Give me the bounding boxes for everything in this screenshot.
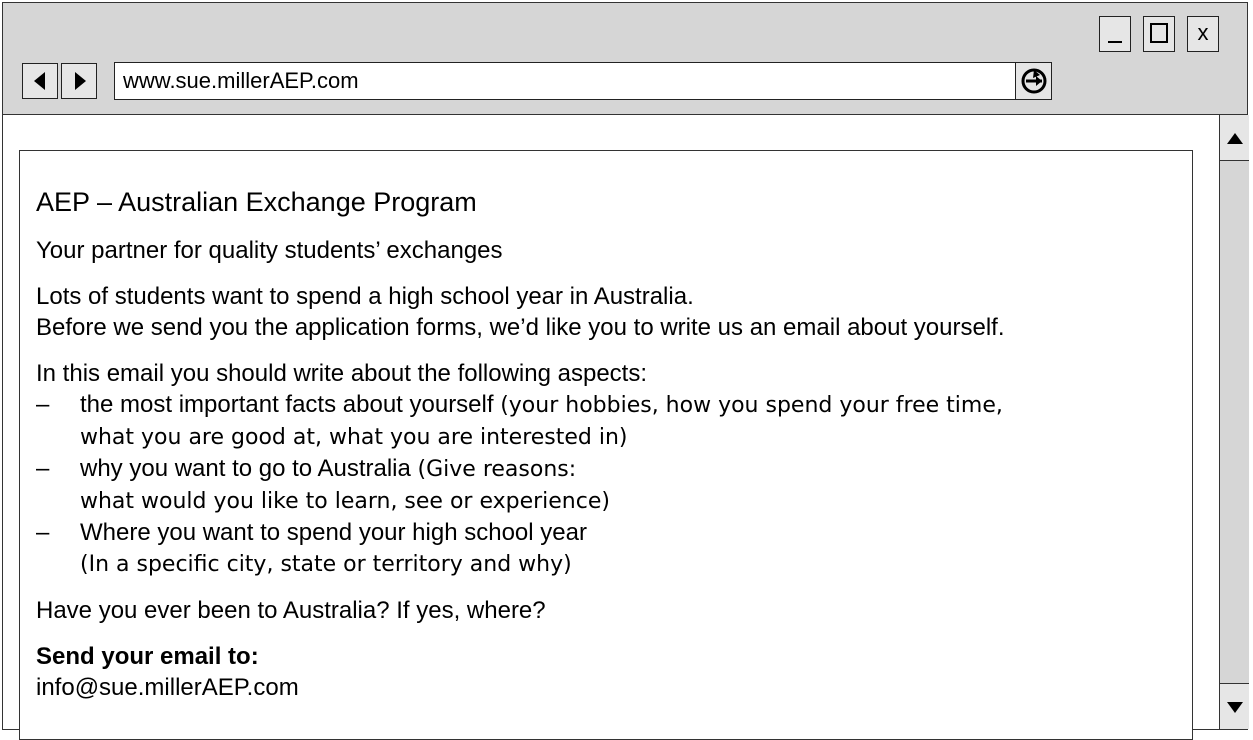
vertical-scrollbar[interactable]	[1219, 115, 1249, 729]
list-item	[36, 389, 1176, 453]
reload-icon	[1020, 67, 1048, 95]
browser-toolbar	[3, 3, 1247, 115]
aspects-intro: In this email you should write about the following aspects:	[36, 360, 648, 387]
list-item-text: Where you want to spend your high school year	[80, 519, 587, 546]
aspects-list	[36, 389, 1176, 580]
page-title: AEP – Australian Exchange Program	[36, 187, 477, 217]
send-label: Send your email to:	[36, 643, 259, 670]
forward-button[interactable]	[61, 63, 97, 99]
reload-button[interactable]	[1015, 63, 1051, 99]
list-item	[36, 453, 1176, 517]
list-item-hint-line2: (In a specific city, state or territory and why)	[80, 552, 572, 577]
list-dash: –	[36, 391, 50, 418]
close-icon: x	[1197, 20, 1209, 45]
url-input[interactable]	[123, 67, 1003, 95]
list-item-hint: (your hobbies, how you spend your free time,	[500, 393, 1003, 418]
intro-line-2: Before we send you the application forms, we’d like you to write us an email about yourself.	[36, 314, 1005, 341]
list-item-hint-line2: what would you like to learn, see or experience)	[80, 489, 610, 514]
question-text: Have you ever been to Australia? If yes, where?	[36, 597, 546, 624]
list-dash: –	[36, 455, 50, 482]
scroll-down-button[interactable]	[1220, 683, 1249, 729]
email-link[interactable]: info@sue.millerAEP.com	[36, 674, 299, 701]
list-item-hint: (Give reasons:	[417, 457, 577, 482]
back-button[interactable]	[22, 63, 58, 99]
tagline: Your partner for quality students’ exchanges	[36, 237, 503, 264]
list-item	[36, 517, 1176, 580]
close-button[interactable]	[1187, 16, 1219, 52]
address-bar[interactable]	[114, 62, 1052, 100]
intro-text	[36, 281, 1176, 343]
page-body	[36, 185, 1176, 703]
send-section	[36, 641, 1176, 703]
list-item-text: the most important facts about yourself	[80, 391, 501, 418]
maximize-button[interactable]	[1143, 16, 1175, 52]
browser-window	[2, 2, 1248, 730]
minimize-button[interactable]	[1099, 16, 1131, 52]
page-content	[19, 150, 1193, 740]
list-item-text: why you want to go to Australia	[80, 455, 418, 482]
aspects-section	[36, 358, 1176, 580]
scroll-up-button[interactable]	[1220, 115, 1249, 161]
list-dash: –	[36, 519, 50, 546]
list-item-hint-line2: what you are good at, what you are interested in)	[80, 425, 628, 450]
intro-line-1: Lots of students want to spend a high school year in Australia.	[36, 283, 694, 310]
